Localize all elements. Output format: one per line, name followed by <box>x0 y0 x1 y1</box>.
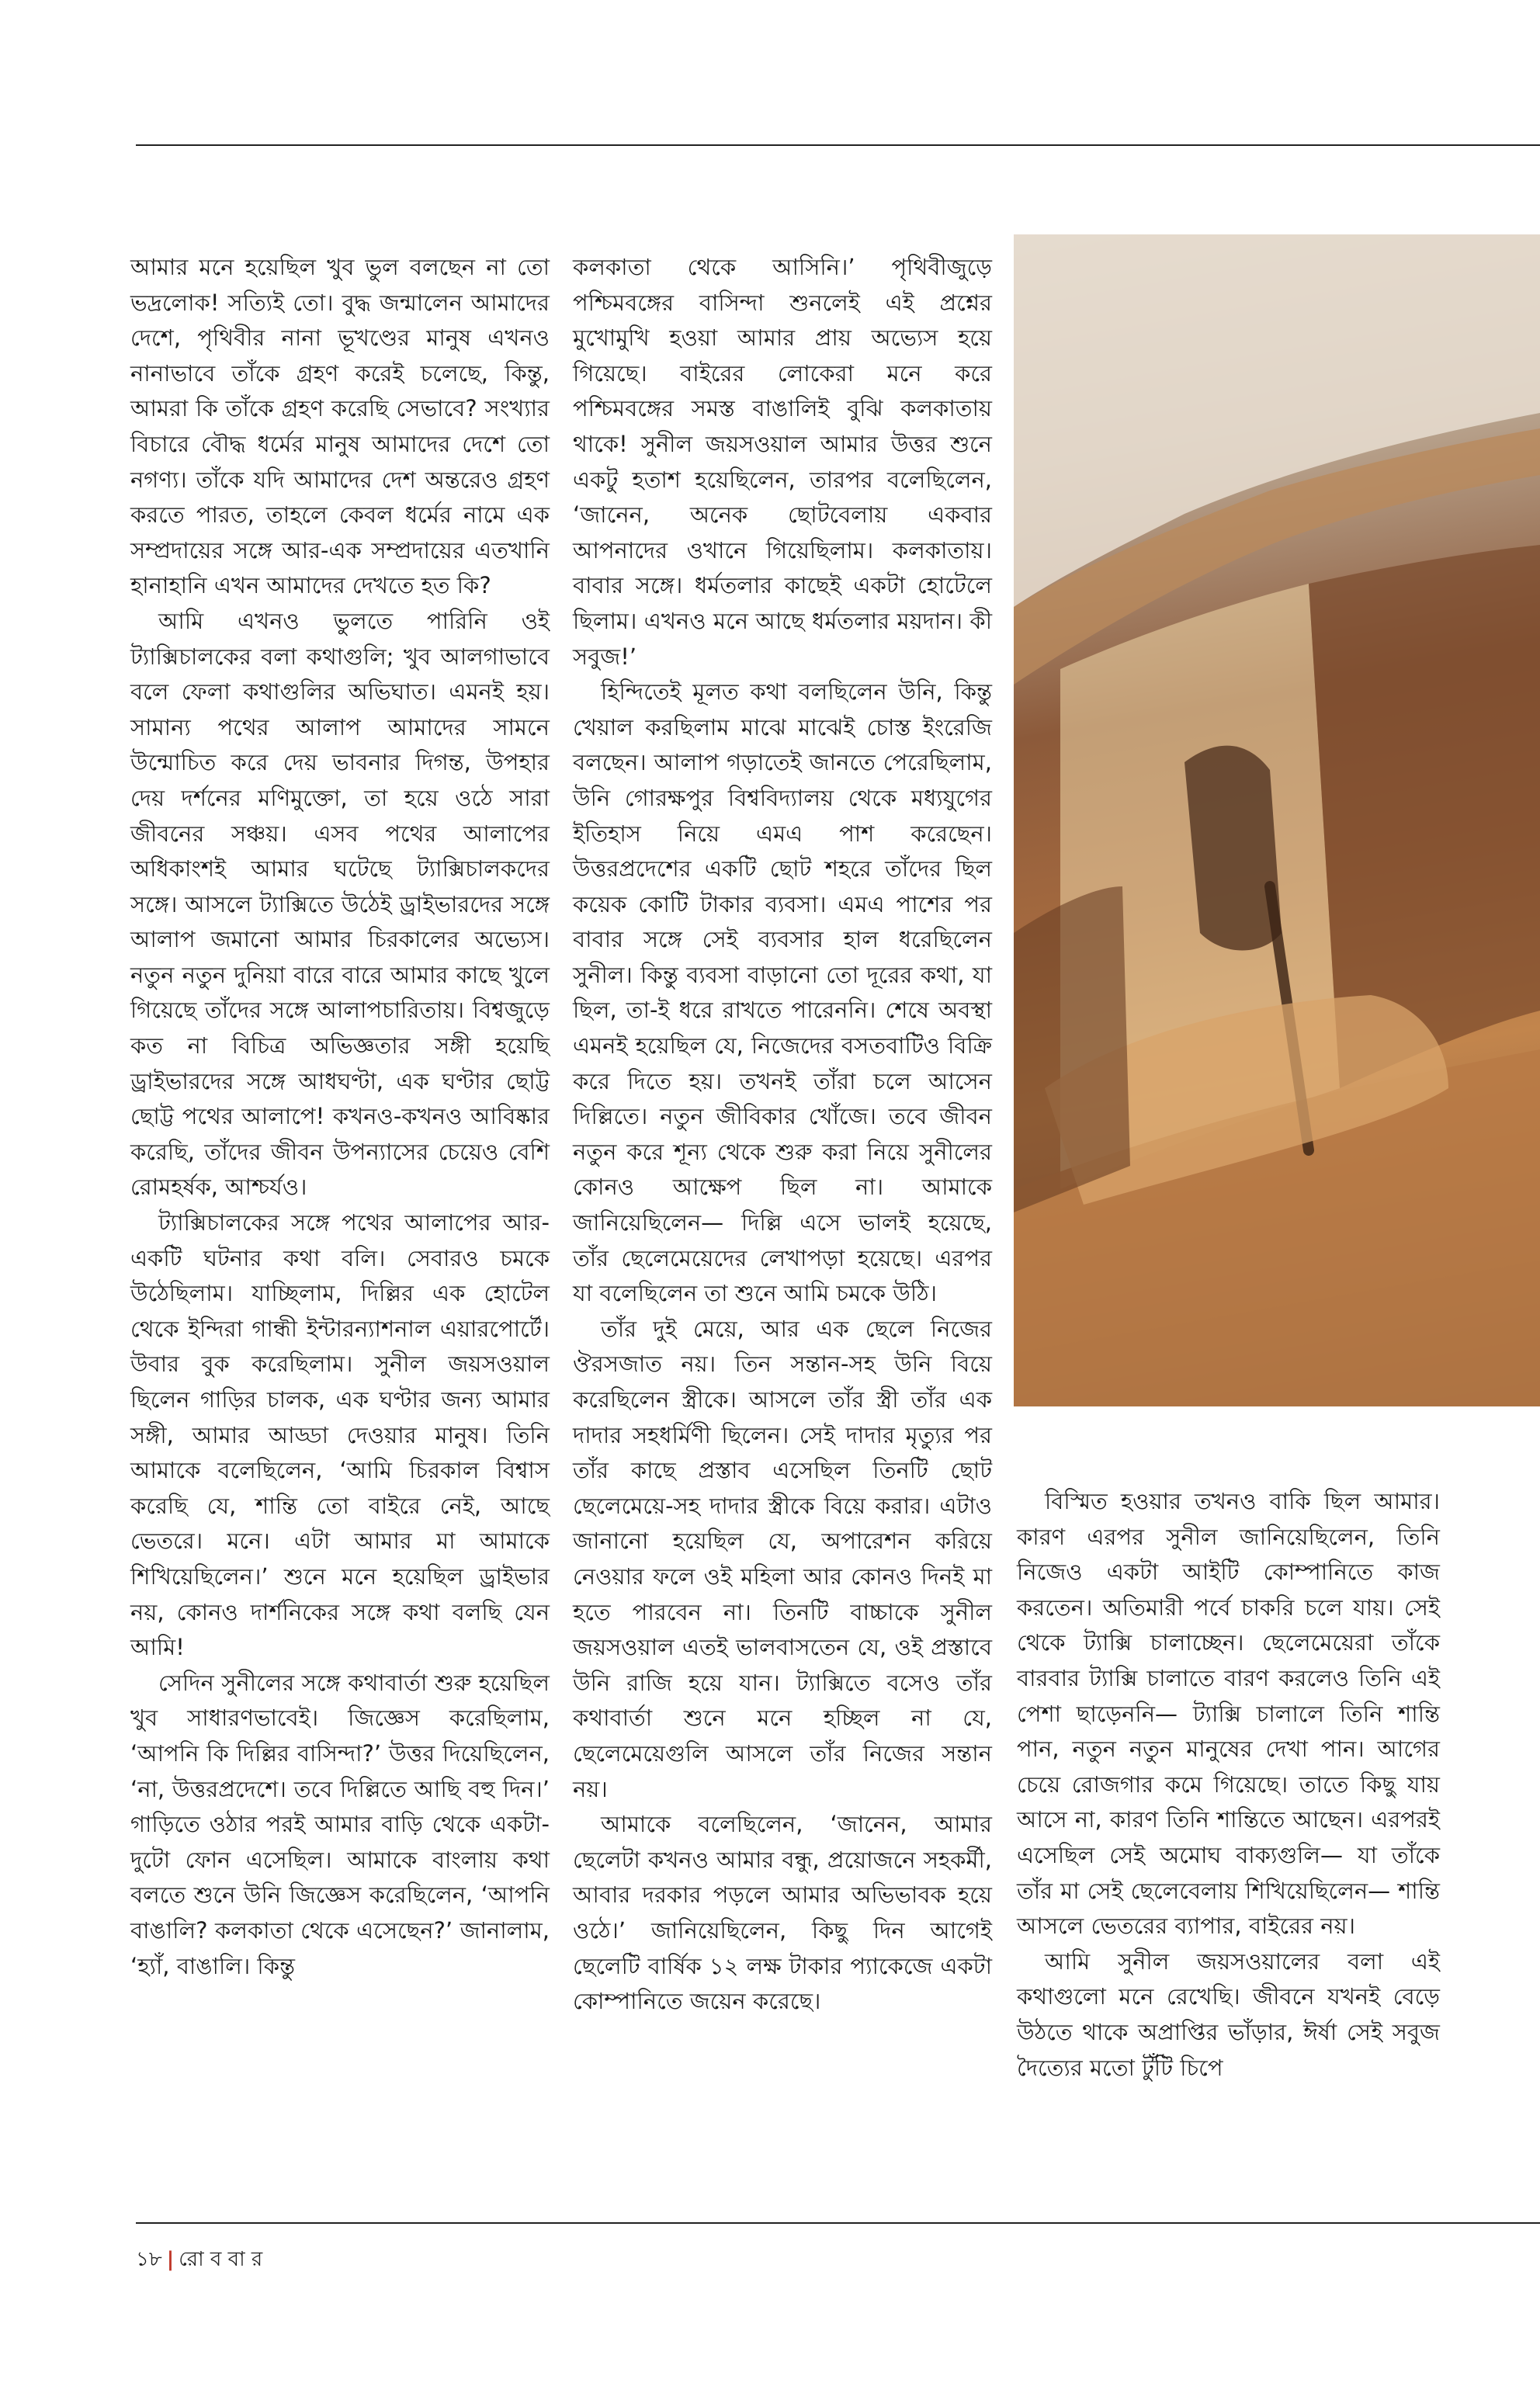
paragraph: আমার মনে হয়েছিল খুব ভুল বলছেন না তো ভদ্রলোক! সত্যিই তো। বুদ্ধ জন্মালেন আমাদের দেশে, পৃথিবীর নানা ভূখণ্ডের মানুষ এখনও নানাভাবে তাঁকে গ্রহণ করেই চলেছে, কিন্তু, আমরা কি তাঁকে গ্রহণ করেছি সেভাবে? সংখ্যার বিচারে বৌদ্ধ ধর্মের মানুষ আমাদের দেশে তো নগণ্য। তাঁকে যদি আমাদের দেশ অন্তরেও গ্রহণ করতে পারত, তাহলে কেবল ধর্মের নামে এক সম্প্রদায়ের সঙ্গে আর-এক সম্প্রদায়ের এতখানি হানাহানি এখন আমাদের দেখতে হত কি? <box>130 254 550 599</box>
paragraph: তাঁর দুই মেয়ে, আর এক ছেলে নিজের ঔরসজাত নয়। তিন সন্তান-সহ উনি বিয়ে করেছিলেন স্ত্রীকে। আসলে তাঁর স্ত্রী তাঁর এক দাদার সহধর্মিণী ছিলেন। সেই দাদার মৃত্যুর পর তাঁর কাছে প্রস্তাব এসেছিল তিনটি ছোট ছেলেমেয়ে-সহ দাদার স্ত্রীকে বিয়ে করার। এটাও জানানো হয়েছিল যে, অপারেশন করিয়ে নেওয়ার ফলে ওই মহিলা আর কোনও দিনই মা হতে পারবেন না। তিনটি বাচ্চাকে সুনীল জয়সওয়াল এতই ভালবাসতেন যে, ওই প্রস্তাবে উনি রাজি হয়ে যান। ট্যাক্সিতে বসেও তাঁর কথাবার্তা শুনে মনে হচ্ছিল না যে, ছেলেমেয়েগুলি আসলে তাঁর নিজের সন্তান নয়। <box>573 1315 992 1802</box>
article-column-2 <box>573 250 992 2020</box>
paragraph: আমি এখনও ভুলতে পারিনি ওই ট্যাক্সিচালকের বলা কথাগুলি; খুব আলগাভাবে বলে ফেলা কথাগুলির অভিঘাত। এমনই হয়। সামান্য পথের আলাপ আমাদের সামনে উন্মোচিত করে দেয় ভাবনার দিগন্ত, উপহার দেয় দর্শনের মণিমুক্তো, তা হয়ে ওঠে সারা জীবনের সঞ্চয়। এসব পথের আলাপের অধিকাংশই আমার ঘটেছে ট্যাক্সিচালকদের সঙ্গে। আসলে ট্যাক্সিতে উঠেই ড্রাইভারদের সঙ্গে আলাপ জমানো আমার চিরকালের অভ্যেস। নতুন নতুন দুনিয়া বারে বারে আমার কাছে খুলে গিয়েছে তাঁদের সঙ্গে আলাপচারিতায়। বিশ্বজুড়ে কত না বিচিত্র অভিজ্ঞতার সঙ্গী হয়েছি ড্রাইভারদের সঙ্গে আধঘণ্টা, এক ঘণ্টার ছোট্ট ছোট্ট পথের আলাপে! কখনও-কখনও আবিষ্কার করেছি, তাঁদের জীবন উপন্যাসের চেয়েও বেশি রোমহর্ষক, আশ্চর্যও। <box>130 607 550 1201</box>
article-column-1 <box>130 250 550 1984</box>
paragraph: হিন্দিতেই মূলত কথা বলছিলেন উনি, কিন্তু খেয়াল করছিলাম মাঝে মাঝেই চোস্ত ইংরেজি বলছেন। আলাপ গড়াতেই জানতে পেরেছিলাম, উনি গোরক্ষপুর বিশ্ববিদ্যালয় থেকে মধ্যযুগের ইতিহাস নিয়ে এমএ পাশ করেছেন। উত্তরপ্রদেশের একটি ছোট শহরে তাঁদের ছিল কয়েক কোটি টাকার ব্যবসা। এমএ পাশের পর বাবার সঙ্গে সেই ব্যবসার হাল ধরেছিলেন সুনীল। কিন্তু ব্যবসা বাড়ানো তো দূরের কথা, যা ছিল, তা-ই ধরে রাখতে পারেননি। শেষে অবস্থা এমনই হয়েছিল যে, নিজেদের বসতবাটিও বিক্রি করে দিতে হয়। তখনই তাঁরা চলে আসেন দিল্লিতে। নতুন জীবিকার খোঁজে। তবে জীবন নতুন করে শূন্য থেকে শুরু করা নিয়ে সুনীলের কোনও আক্ষেপ ছিল না। আমাকে জানিয়েছিলেন— দিল্লি এসে ভালই হয়েছে, তাঁর ছেলেমেয়েদের লেখাপড়া হয়েছে। এরপর যা বলেছিলেন তা শুনে আমি চমকে উঠি। <box>573 678 992 1307</box>
publication-name: রো ব বা র <box>179 2248 263 2271</box>
paragraph: সেদিন সুনীলের সঙ্গে কথাবার্তা শুরু হয়েছিল খুব সাধারণভাবেই। জিজ্ঞেস করেছিলাম, ‘আপনি কি দিল্লির বাসিন্দা?’ উত্তর দিয়েছিলেন, ‘না, উত্তরপ্রদেশে। তবে দিল্লিতে আছি বহু দিন।’ গাড়িতে ওঠার পরই আমার বাড়ি থেকে একটা-দুটো ফোন এসেছিল। আমাকে বাংলায় কথা বলতে শুনে উনি জিজ্ঞেস করেছিলেন, ‘আপনি বাঙালি? কলকাতা থেকে এসেছেন?’ জানালাম, ‘হ্যাঁ, বাঙালি। কিন্তু <box>130 1669 550 1979</box>
paragraph: বিস্মিত হওয়ার তখনও বাকি ছিল আমার। কারণ এরপর সুনীল জানিয়েছিলেন, তিনি নিজেও একটা আইটি কোম্পানিতে কাজ করতেন। অতিমারী পর্বে চাকরি চলে যায়। সেই থেকে ট্যাক্সি চালাচ্ছেন। ছেলেমেয়েরা তাঁকে বারবার ট্যাক্সি চালাতে বারণ করলেও তিনি এই পেশা ছাড়েননি— ট্যাক্সি চালালে তিনি শান্তি পান, নতুন নতুন মানুষের দেখা পান। আগের চেয়ে রোজগার কমে গিয়েছে। তাতে কিছু যায় আসে না, কারণ তিনি শান্তিতে আছেন। এরপরই এসেছিল সেই অমোঘ বাক্যগুলি— যা তাঁকে তাঁর মা সেই ছেলেবেলায় শিখিয়েছিলেন— শান্তি আসলে ভেতরের ব্যাপার, বাইরের নয়। <box>1017 1488 1440 1940</box>
separator-bar: | <box>166 2248 175 2271</box>
taxi-interior-photo <box>1014 234 1540 1406</box>
bottom-rule <box>136 2222 1540 2224</box>
paragraph: ট্যাক্সিচালকের সঙ্গে পথের আলাপের আর-একটি ঘটনার কথা বলি। সেবারও চমকে উঠেছিলাম। যাচ্ছিলাম, দিল্লির এক হোটেল থেকে ইন্দিরা গান্ধী ইন্টারন্যাশনাল এয়ারপোর্টে। উবার বুক করেছিলাম। সুনীল জয়সওয়াল ছিলেন গাড়ির চালক, এক ঘণ্টার জন্য আমার সঙ্গী, আমার আড্ডা দেওয়ার মানুষ। তিনি আমাকে বলেছিলেন, ‘আমি চিরকাল বিশ্বাস করেছি যে, শান্তি তো বাইরে নেই, আছে ভেতরে। মনে। এটা আমার মা আমাকে শিখিয়েছিলেন।’ শুনে মনে হয়েছিল ড্রাইভার নয়, কোনও দার্শনিকের সঙ্গে কথা বলছি যেন আমি! <box>130 1209 550 1661</box>
page-footer <box>136 2243 262 2277</box>
paragraph: কলকাতা থেকে আসিনি।’ পৃথিবীজুড়ে পশ্চিমবঙ্গের বাসিন্দা শুনলেই এই প্রশ্নের মুখোমুখি হওয়া আমার প্রায় অভ্যেস হয়ে গিয়েছে। বাইরের লোকেরা মনে করে পশ্চিমবঙ্গের সমস্ত বাঙালিই বুঝি কলকাতায় থাকে! সুনীল জয়সওয়াল আমার উত্তর শুনে একটু হতাশ হয়েছিলেন, তারপর বলেছিলেন, ‘জানেন, অনেক ছোটবেলায় একবার আপনাদের ওখানে গিয়েছিলাম। কলকাতায়। বাবার সঙ্গে। ধর্মতলার কাছেই একটা হোটেলে ছিলাম। এখনও মনে আছে ধর্মতলার ময়দান। কী সবুজ!’ <box>573 254 992 670</box>
page-number: ১৮ <box>136 2248 162 2271</box>
paragraph: আমাকে বলেছিলেন, ‘জানেন, আমার ছেলেটা কখনও আমার বন্ধু, প্রয়োজনে সহকর্মী, আবার দরকার পড়লে আমার অভিভাবক হয়ে ওঠে।’ জানিয়েছিলেন, কিছু দিন আগেই ছেলেটি বার্ষিক ১২ লক্ষ টাকার প্যাকেজে একটা কোম্পানিতে জয়েন করেছে। <box>573 1811 992 2015</box>
taxi-interior-illustration <box>1014 234 1540 1406</box>
paragraph: আমি সুনীল জয়সওয়ালের বলা এই কথাগুলো মনে রেখেছি। জীবনে যখনই বেড়ে উঠতে থাকে অপ্রাপ্তির ভাঁড়ার, ঈর্ষা সেই সবুজ দৈত্যের মতো টুঁটি চিপে <box>1017 1947 1440 2081</box>
article-column-3 <box>1017 1484 1440 2086</box>
top-rule <box>136 144 1540 146</box>
